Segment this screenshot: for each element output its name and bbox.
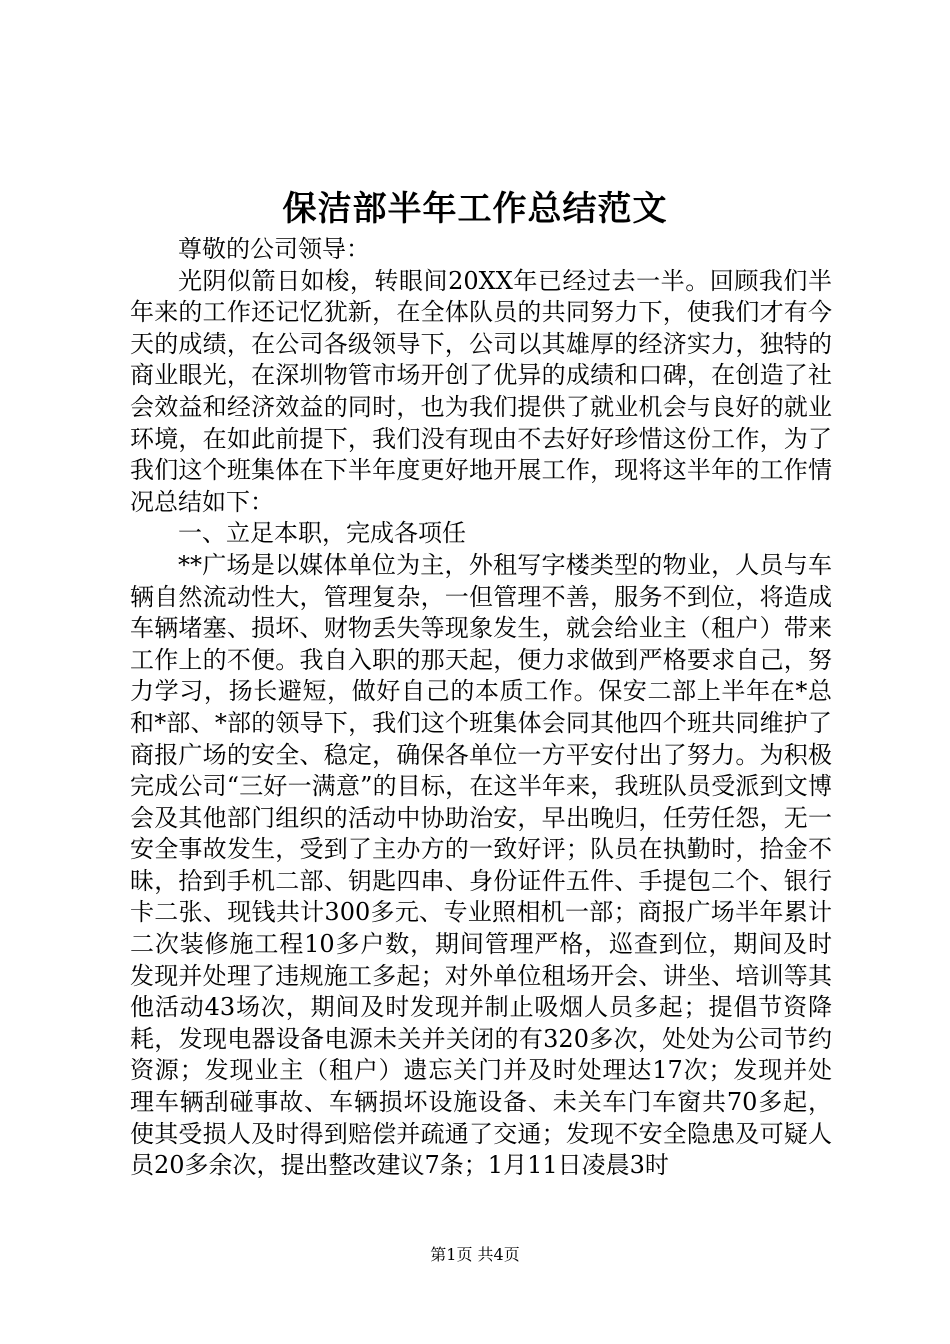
section-heading: 一、立足本职，完成各项任 xyxy=(178,519,466,548)
paragraph-detail: **广场是以媒体单位为主，外租写字楼类型的物业，人员与车辆自然流动性大，管理复杂，一但管理不善，服务不到位，将造成车辆堵塞、损坏、财物丢失等现象发生，就会给业主（租户）带来工作上的不便。我自入职的那天起，便力求做到严格要求自己，努力学习，扬长避短，做好自己的本质工作。保安二部上半年在*总和*部、*部的领导下，我们这个班集体会同其他四个班共同维护了商报广场的安全、稳定，确保各单位一方平安付出了努力。为积极完成公司“三好一满意”的目标，在这半年来，我班队员受派到文博会及其他部门组织的活动中协助治安，早出晚归，任劳任怨，无一安全事故发生，受到了主办方的一致好评；队员在执勤时，拾金不昧，拾到手机二部、钥匙四串、身份证件五件、手提包二个、银行卡二张、现钱共计300多元、专业照相机一部；商报广场半年累计二次装修施工程10多户数，期间管理严格，巡查到位，期间及时发现并处理了违规施工多起；对外单位租场开会、讲坐、培训等其他活动43场次，期间及时发现并制止吸烟人员多起；提倡节资降耗，发现电器设备电源未关并关闭的有320多次，处处为公司节约资源；发现业主（租户）遗忘关门并及时处理达17次；发现并处理车辆刮碰事故、车辆损坏设施设备、未关车门车窗共70多起，使其受损人及时得到赔偿并疏通了交通；发现不安全隐患及可疑人员20多余次，提出整改建议7条；1月11日凌晨3时 xyxy=(130,550,832,1180)
document-title: 保洁部半年工作总结范文 xyxy=(282,189,668,229)
page-footer: 第1页 共4页 xyxy=(430,1245,520,1264)
document-body xyxy=(130,234,832,1182)
salutation: 尊敬的公司领导： xyxy=(178,235,370,263)
paragraph-intro: 光阴似箭日如梭，转眼间20XX年已经过去一半。回顾我们半年来的工作还记忆犹新，在全体队员的共同努力下，使我们才有今天的成绩，在公司各级领导下，公司以其雄厚的经济实力，独特的商业眼光，在深圳物管市场开创了优异的成绩和口碑，在创造了社会效益和经济效益的同时，也为我们提供了就业机会与良好的就业环境，在如此前提下，我们没有现由不去好好珍惜这份工作，为了我们这个班集体在下半年度更好地开展工作，现将这半年的工作情况总结如下： xyxy=(130,266,832,516)
